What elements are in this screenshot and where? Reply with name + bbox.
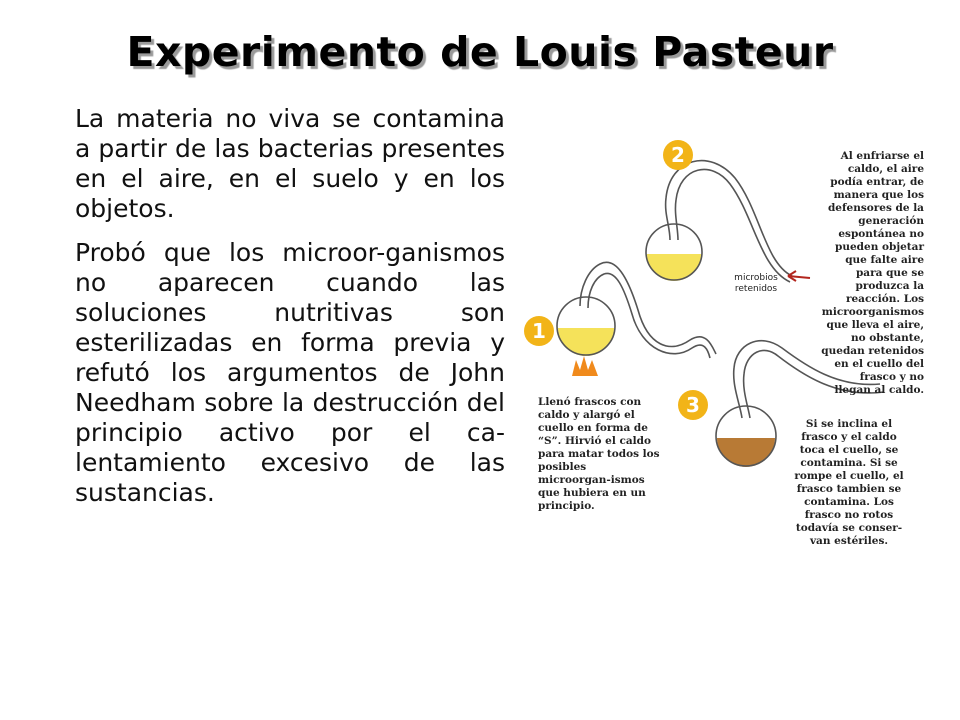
step-2-badge: 2 <box>663 140 693 170</box>
step-2-note: Al enfriarse el caldo, el aire podía entrar, de manera que los defensores de la generación espontánea no pueden objetar que falte aire para que se produzca la reacción. Los microorganismos que lleva el aire, no obstante, quedan retenidos en el cuello del frasco y no llegan al caldo. <box>821 150 924 396</box>
paragraph-1: La materia no viva se contamina a partir de las bacterias presentes en el aire, en el suelo y en los objetos. <box>75 104 505 223</box>
slide-title: Experimento de Louis Pasteur <box>126 28 834 76</box>
step-1-badge: 1 <box>524 316 554 346</box>
flask-1-broth <box>558 328 614 356</box>
flask-3-broth <box>717 438 775 467</box>
step-3-note: Si se inclina el frasco y el caldo toca el cuello, se contamina. Si se rompe el cuello, el frasco tambien se contamina. Los frasco no rotos todavía se conser-van estériles. <box>794 418 904 547</box>
step-3-badge: 3 <box>678 390 708 420</box>
paragraph-2: Probó que los microor-ganismos no aparecen cuando las soluciones nutritivas son esterilizadas en forma previa y refutó los argumentos de John Needham sobre la destrucción del principio activo por el ca-lentamiento excesivo de las sustancias. <box>75 238 505 507</box>
flask-2-broth <box>647 254 701 281</box>
retained-microbes-label: microbios retenidos <box>734 273 778 294</box>
pasteur-experiment-figure <box>520 118 930 547</box>
step-1-note: Llenó frascos con caldo y alargó el cuello en forma de “S”. Hirvió el caldo para matar todos los posibles microorgan-ismos que hubiera en un principio. <box>538 396 660 512</box>
flame-icon <box>572 356 598 376</box>
body-text <box>75 104 505 508</box>
